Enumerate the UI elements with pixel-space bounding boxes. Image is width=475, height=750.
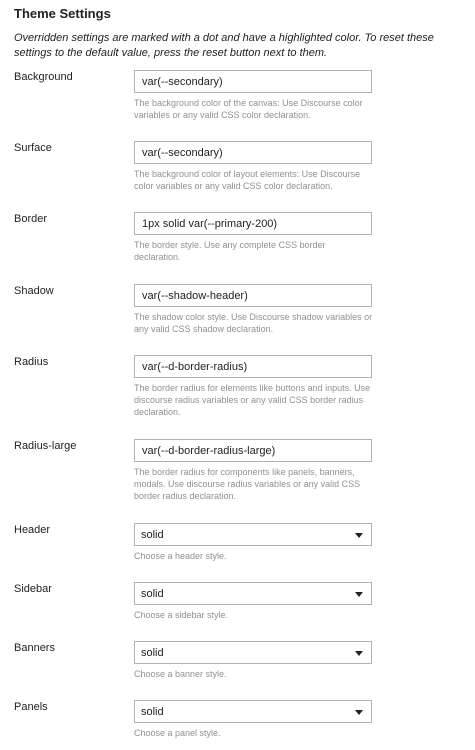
setting-label: Surface [14, 142, 52, 154]
setting-label: Panels [14, 701, 48, 713]
setting-label: Banners [14, 642, 55, 654]
caret-down-icon [355, 710, 363, 715]
setting-description: Choose a panel style. [134, 728, 221, 738]
setting-description: Choose a sidebar style. [134, 610, 229, 620]
setting-label: Border [14, 213, 48, 225]
select-value: solid [141, 647, 164, 659]
setting-label: Header [14, 524, 51, 536]
setting-description: Choose a banner style. [134, 669, 227, 679]
setting-label: Sidebar [14, 583, 52, 595]
setting-label: Background [14, 71, 73, 83]
setting-description: The background color of layout elements: Use Discourse color variables or any valid CSS color declaration. [134, 169, 361, 191]
caret-down-icon [355, 592, 363, 597]
setting-description: The border style. Use any complete CSS border declaration. [134, 240, 326, 262]
setting-description: The shadow color style. Use Discourse shadow variables or any valid CSS shadow declaration. [134, 312, 373, 334]
setting-description: Choose a header style. [134, 551, 227, 561]
setting-label: Radius-large [14, 440, 77, 452]
background-input[interactable] [134, 70, 372, 93]
caret-down-icon [355, 651, 363, 656]
select-value: solid [141, 706, 164, 718]
panel-style-select[interactable] [134, 700, 372, 723]
surface-input[interactable] [134, 141, 372, 164]
caret-down-icon [355, 533, 363, 538]
setting-description: The background color of the canvas: Use Discourse color variables or any valid CSS color declaration. [134, 98, 363, 120]
header-style-select[interactable] [134, 523, 372, 546]
setting-label: Radius [14, 356, 49, 368]
setting-description: The border radius for elements like buttons and inputs. Use discourse radius variables or any valid CSS border radius declaration. [134, 383, 371, 417]
border-input[interactable] [134, 212, 372, 235]
banner-style-select[interactable] [134, 641, 372, 664]
sidebar-style-select[interactable] [134, 582, 372, 605]
select-value: solid [141, 529, 164, 541]
shadow-input[interactable] [134, 284, 372, 307]
page-title: Theme Settings [14, 6, 111, 21]
radius-large-input[interactable] [134, 439, 372, 462]
radius-input[interactable] [134, 355, 372, 378]
setting-description: The border radius for components like panels, banners, modals. Use discourse radius variables or any valid CSS border radius declaration. [134, 467, 361, 501]
setting-label: Shadow [14, 285, 54, 297]
intro-text: Overridden settings are marked with a dot and have a highlighted color. To reset these settings to the default value, press the reset button next to them. [14, 32, 434, 59]
select-value: solid [141, 588, 164, 600]
